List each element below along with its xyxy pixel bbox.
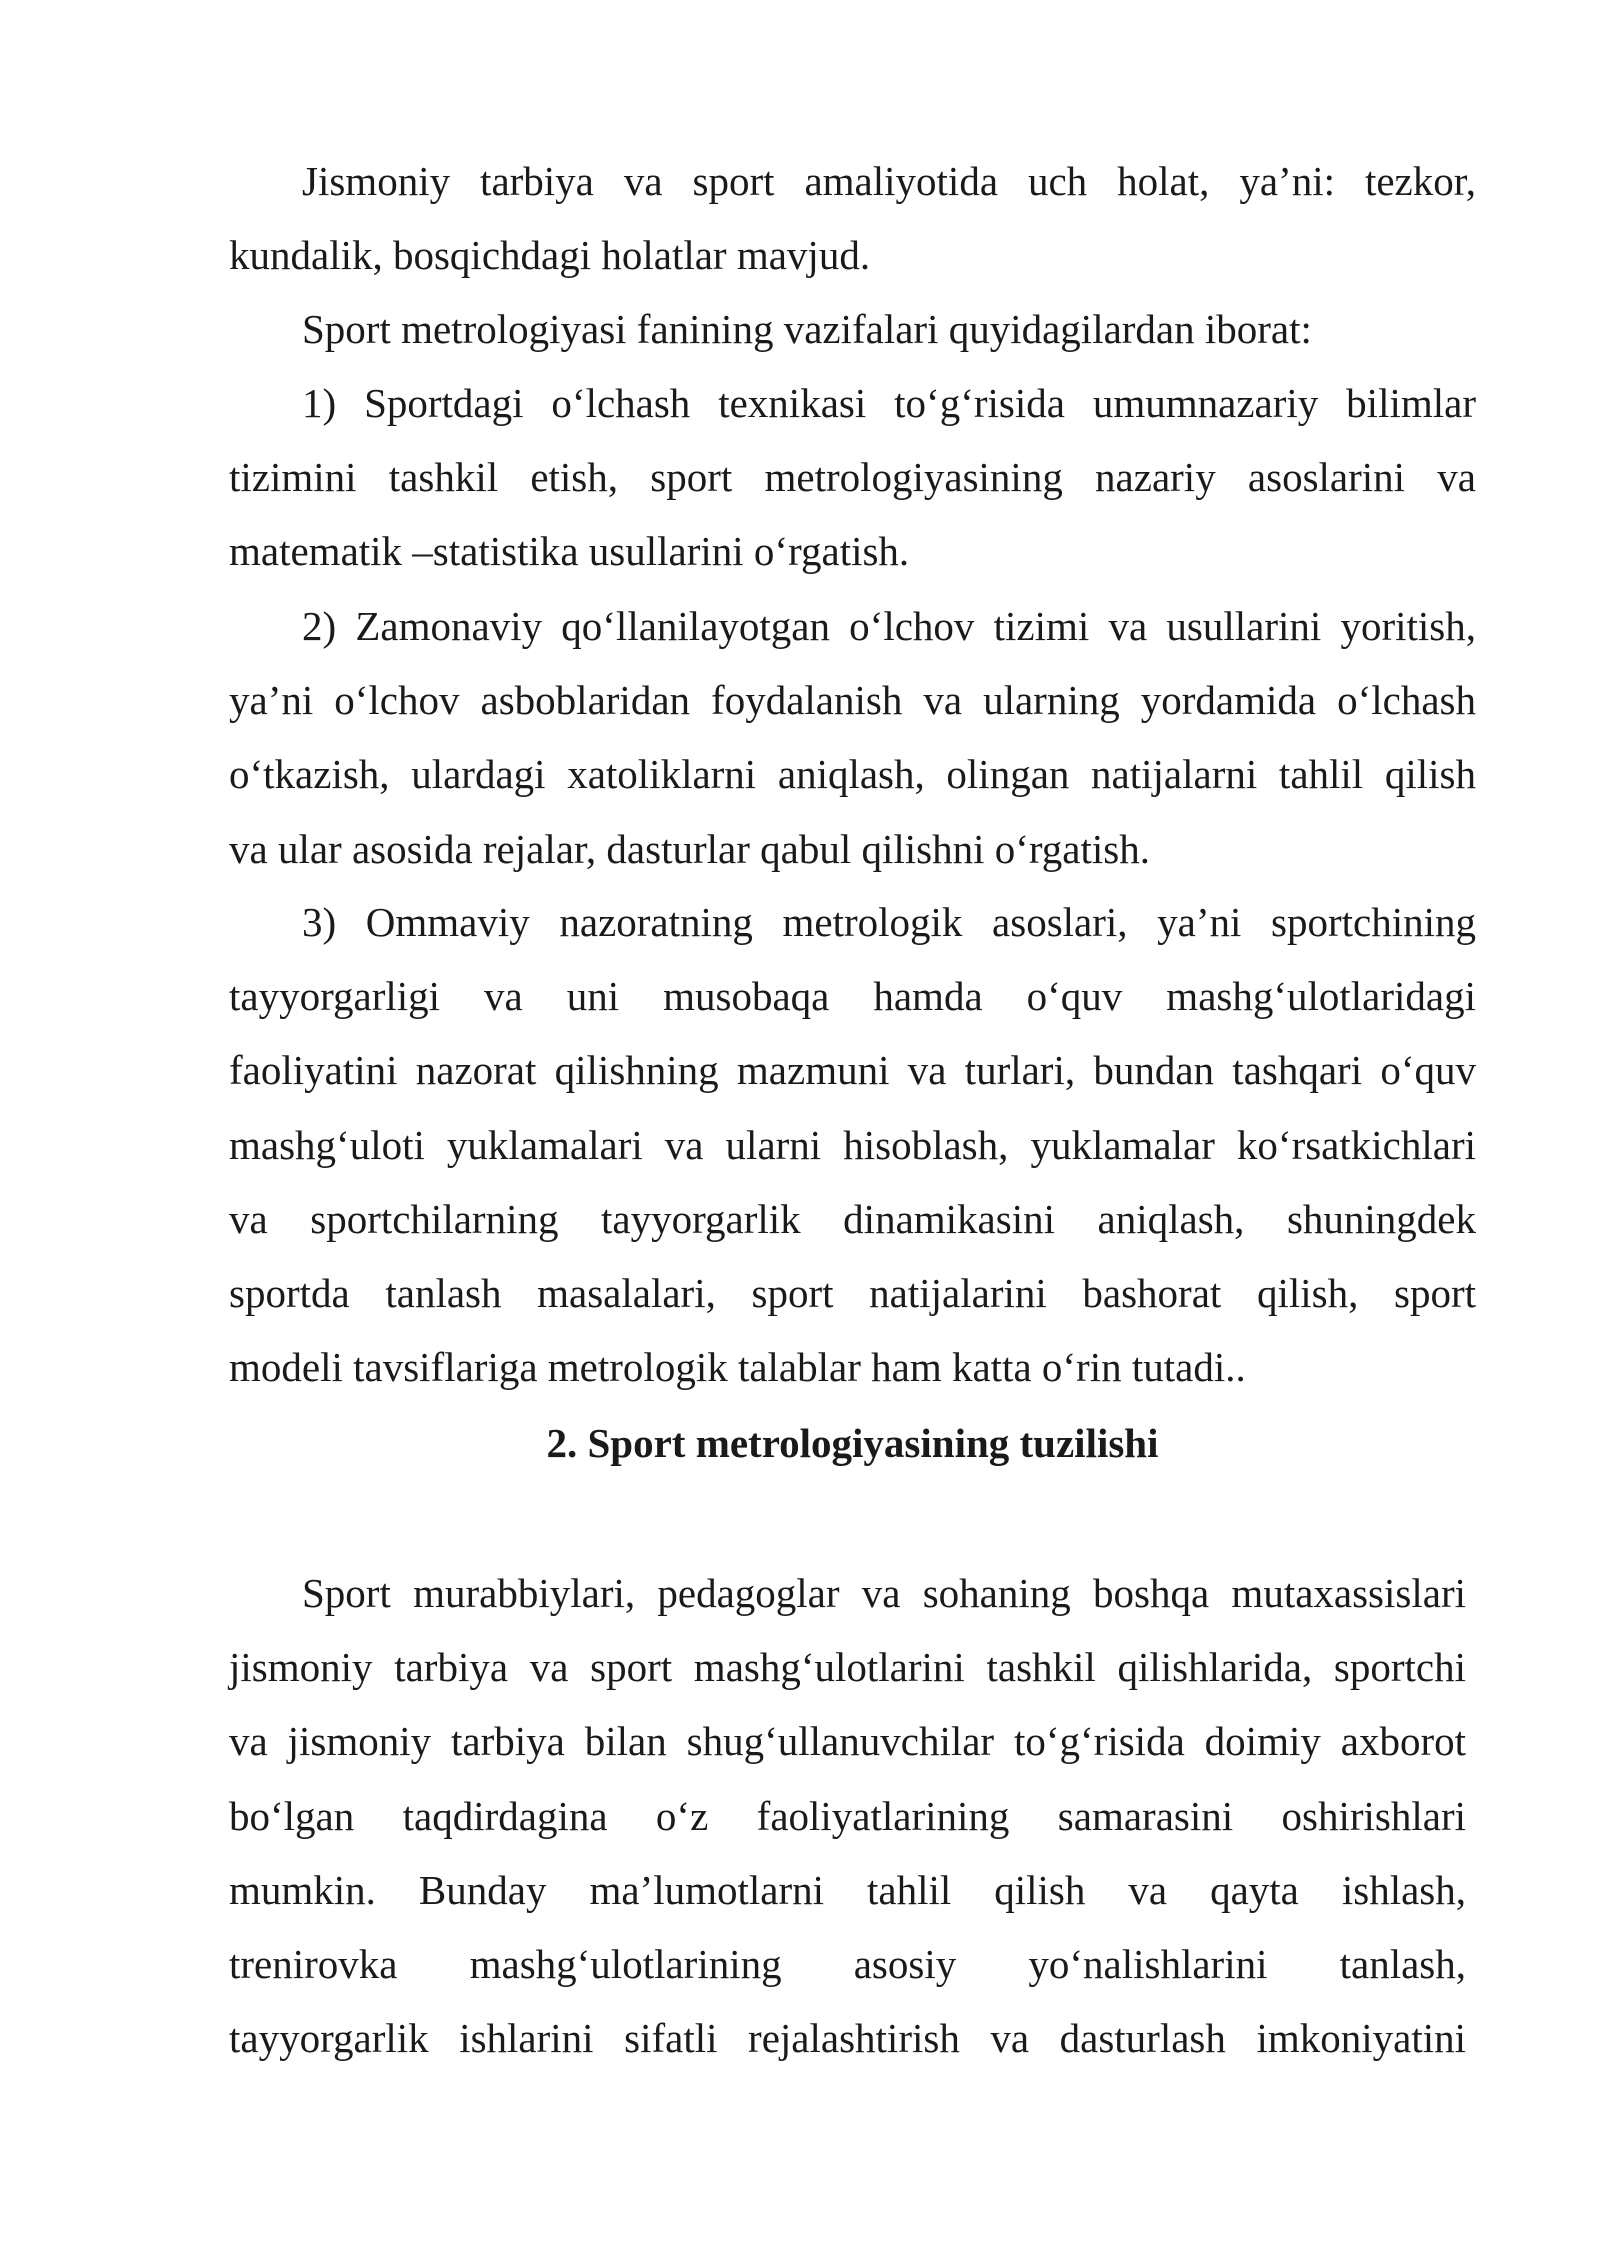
text-line: 1) Sportdagi o‘lchash texnikasi to‘g‘risida umumnazariy bilimlar — [302, 380, 1476, 426]
paragraph — [229, 885, 1476, 1404]
text-line: Jismoniy tarbiya va sport amaliyotida uch holat, ya’ni: tezkor, — [302, 158, 1476, 204]
text-line: Sport metrologiyasi fanining vazifalari quyidagilardan iborat: — [302, 306, 1312, 352]
text-line: va sportchilarning tayyorgarlik dinamikasini aniqlash, shuningdek — [229, 1195, 1476, 1242]
text-line: jismoniy tarbiya va sport mashg‘ulotlarini tashkil qilishlarida, sportchi — [229, 1644, 1466, 1691]
paragraph — [229, 589, 1476, 886]
text-line: trenirovka mashg‘ulotlarining asosiy yo‘nalishlarini tanlash, — [229, 1940, 1466, 1987]
text-line: va ular asosida rejalar, dasturlar qabul qilishni o‘rgatish. — [229, 825, 1150, 872]
text-line: ya’ni o‘lchov asboblaridan foydalanish va ularning yordamida o‘lchash — [229, 677, 1476, 724]
paragraph — [229, 366, 1476, 589]
text-line: tayyorgarligi va uni musobaqa hamda o‘quv mashg‘ulotlaridagi — [229, 973, 1476, 1020]
text-line: mumkin. Bunday ma’lumotlarni tahlil qilish va qayta ishlash, — [229, 1866, 1466, 1913]
text-line: faoliyatini nazorat qilishning mazmuni va turlari, bundan tashqari o‘quv — [229, 1047, 1476, 1094]
text-line: modeli tavsiflariga metrologik talablar ham katta o‘rin tutadi.. — [229, 1344, 1246, 1391]
text-line: bo‘lgan taqdirdagina o‘z faoliyatlarining samarasini oshirishlari — [229, 1792, 1466, 1839]
text-line: mashg‘uloti yuklamalari va ularni hisoblash, yuklamalar ko‘rsatkichlari — [229, 1121, 1476, 1168]
paragraph — [229, 144, 1476, 292]
text-line: kundalik, bosqichdagi holatlar mavjud. — [229, 232, 871, 279]
paragraph — [229, 1556, 1466, 2075]
text-line: tizimini tashkil etish, sport metrologiyasining nazariy asoslarini va — [229, 454, 1476, 501]
text-line: tayyorgarlik ishlarini sifatli rejalashtirish va dasturlash imkoniyatini — [229, 2015, 1466, 2062]
text-line: va jismoniy tarbiya bilan shug‘ullanuvchilar to‘g‘risida doimiy axborot — [229, 1718, 1466, 1765]
paragraph — [229, 292, 1476, 366]
text-line: 2) Zamonaviy qo‘llanilayotgan o‘lchov tizimi va usullarini yoritish, — [302, 603, 1476, 649]
section-heading: 2. Sport metrologiyasining tuzilishi — [546, 1420, 1159, 1466]
text-line: Sport murabbiylari, pedagoglar va sohaning boshqa mutaxassislari — [302, 1570, 1466, 1616]
text-line: matematik –statistika usullarini o‘rgatish. — [229, 528, 910, 575]
text-line: sportda tanlash masalalari, sport natijalarini bashorat qilish, sport — [229, 1269, 1476, 1316]
text-line: o‘tkazish, ulardagi xatoliklarni aniqlash, olingan natijalarni tahlil qilish — [229, 751, 1476, 798]
text-line: 3) Ommaviy nazoratning metrologik asoslari, ya’ni sportchining — [302, 899, 1476, 945]
